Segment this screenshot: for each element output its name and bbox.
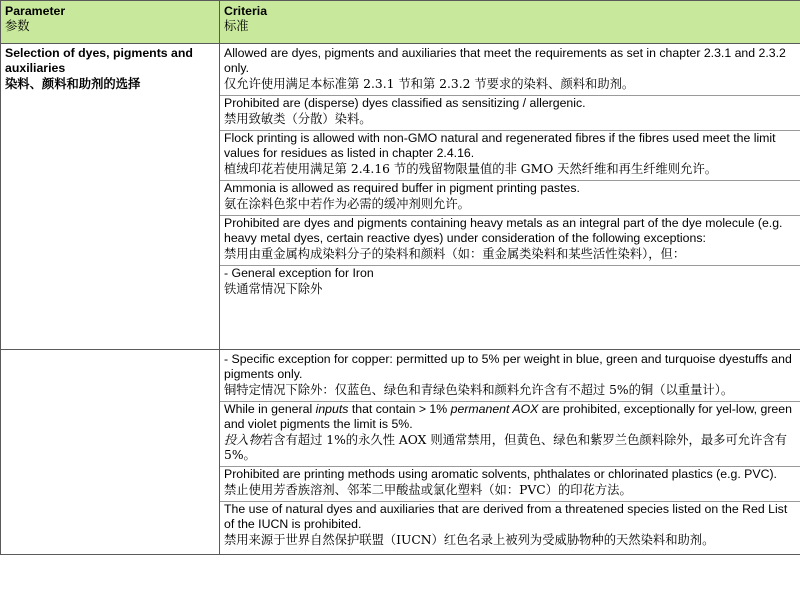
criteria-item: [220, 46, 800, 96]
permanent-aox-term: permanent AOX: [450, 402, 539, 416]
criteria-text-en: Prohibited are dyes and pigments containing heavy metals as an integral part of the dye molecule (e.g. heavy metal dyes, certain reactive dyes) under consideration of the following exceptions:: [224, 216, 783, 245]
inputs-term: inputs: [315, 402, 349, 416]
header-parameter-cell: [1, 1, 220, 44]
header-parameter-en: Parameter: [5, 4, 66, 18]
criteria-cell: [220, 44, 800, 350]
criteria-text-zh: 禁用由重金属构成染料分子的染料和颜料（如：重金属类染料和某些活性染料），但：: [224, 247, 686, 261]
criteria-text-en: The use of natural dyes and auxiliaries that are derived from a threatened species listed on the Red List of the IUCN is prohibited.: [224, 502, 788, 531]
parameter-label-zh: 染料、颜料和助剂的选择: [5, 77, 141, 91]
criteria-text-zh: 铁通常情况下除外: [224, 282, 323, 296]
criteria-text-zh: 仅允许使用满足本标准第 2.3.1 节和第 2.3.2 节要求的染料、颜料和助剂。: [224, 77, 635, 91]
header-criteria-cell: [220, 1, 800, 44]
header-parameter-zh: 参数: [5, 19, 30, 33]
aox-text-part-zh: 若含有超过 1%的永久性 AOX 则通常禁用，但黄色、绿色和紫罗兰色颜料除外，最多可允许含有 5%。: [224, 433, 787, 462]
table-row: [1, 44, 800, 350]
criteria-item: [220, 266, 800, 300]
criteria-item: [220, 131, 800, 181]
criteria-text-zh: [224, 433, 797, 463]
criteria-text-en: Allowed are dyes, pigments and auxiliaries that meet the requirements as set in chapter 2.3.1 and 2.3.2 only.: [224, 46, 786, 75]
table-header-row: [1, 1, 800, 44]
criteria-text-en: - General exception for Iron: [224, 266, 374, 280]
parameter-label-en: Selection of dyes, pigments and auxiliaries: [5, 46, 193, 75]
criteria-text-zh: 氨在涂料色浆中若作为必需的缓冲剂则允许。: [224, 197, 470, 211]
parameter-cell: [1, 44, 220, 350]
criteria-item: [220, 352, 800, 402]
inputs-term-zh: 投入物: [224, 433, 261, 447]
criteria-item: [220, 216, 800, 266]
criteria-text-zh: 禁用致敏类（分散）染料。: [224, 112, 372, 126]
criteria-text-zh: 铜特定情况下除外：仅蓝色、绿色和青绿色染料和颜料允许含有不超过 5%的铜（以重量计）。: [224, 383, 734, 397]
parameter-cell-empty: [1, 350, 220, 555]
criteria-item: [220, 96, 800, 131]
criteria-item: [220, 402, 800, 467]
aox-text-part: that contain > 1%: [348, 402, 451, 416]
criteria-text-zh: 禁用来源于世界自然保护联盟（IUCN）红色名录上被列为受威胁物种的天然染料和助剂。: [224, 533, 715, 547]
criteria-text-zh: 植绒印花若使用满足第 2.4.16 节的残留物限量值的非 GMO 天然纤维和再生纤维则允许。: [224, 162, 718, 176]
criteria-cell: [220, 350, 800, 555]
criteria-item: [220, 467, 800, 502]
criteria-text-en: Flock printing is allowed with non-GMO natural and regenerated fibres if the fibres used meet the limit values for residues as listed in chapter 2.4.16.: [224, 131, 776, 160]
table-row: [1, 350, 800, 555]
criteria-item: [220, 181, 800, 216]
criteria-text-en: [224, 402, 797, 432]
criteria-text-en: Prohibited are (disperse) dyes classified as sensitizing / allergenic.: [224, 96, 586, 110]
aox-text-part: are prohibited, exceptionally for yel-low, green and violet pigments the limit is 5%.: [224, 402, 792, 431]
header-criteria-zh: 标准: [224, 19, 249, 33]
criteria-text-zh: 禁止使用芳香族溶剂、邻苯二甲酸盐或氯化塑料（如：PVC）的印花方法。: [224, 483, 632, 497]
aox-text-part: While in general: [224, 402, 316, 416]
criteria-text-en: Prohibited are printing methods using aromatic solvents, phthalates or chlorinated plastics (e.g. PVC).: [224, 467, 777, 481]
criteria-text-en: Ammonia is allowed as required buffer in pigment printing pastes.: [224, 181, 580, 195]
criteria-item: [220, 502, 800, 551]
header-criteria-en: Criteria: [224, 4, 268, 18]
criteria-text-en: - Specific exception for copper: permitted up to 5% per weight in blue, green and turquoise dyestuffs and pigments only.: [224, 352, 792, 381]
